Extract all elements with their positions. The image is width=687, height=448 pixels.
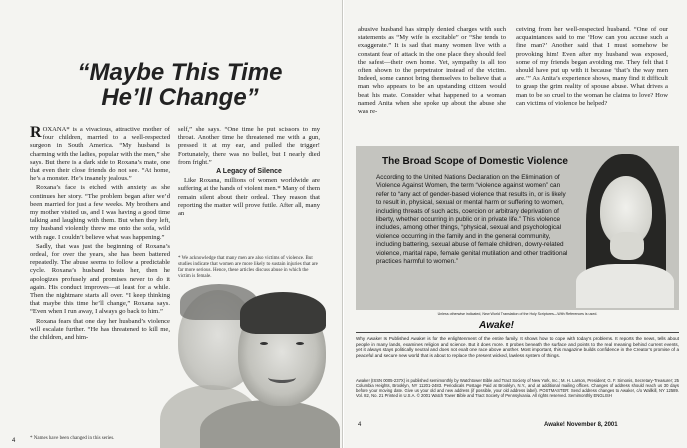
box-title: The Broad Scope of Domestic Violence <box>382 156 568 167</box>
article-column-1 <box>30 126 170 343</box>
left-page <box>0 0 343 448</box>
article-title-line-2: He’ll Change” <box>101 84 259 111</box>
violence-footnote: * We acknowledge that many men are also victims of violence. But studies indicate that women are more likely to sustain injuries that are far more serious. Hence, these articles discuss abuse in which the victim is female. <box>178 256 318 279</box>
left-page-number: 4 <box>12 438 16 444</box>
article-paragraph: Like Roxana, millions of women worldwide are suffering at the hands of violent men.* Many of them remain silent about their ordeal. They reason that reporting the matter will prove futile. After all, many an <box>178 177 320 218</box>
article-column-4 <box>516 26 668 109</box>
awake-logo: Awake! <box>479 320 515 331</box>
article-paragraph: Sadly, that was just the beginning of Roxana’s ordeal, for over the years, she has been battered repeatedly. The abuse seems to follow a predictable cycle. Roxana’s husband beats her, then he apologizes profusely and promises never to do it again. His conduct improves—at least for a while. Then the nightmare starts all over. “I keep thinking that maybe this time he’ll change,” Roxana says. “Even when I run away, I always go back to him.” <box>30 242 170 316</box>
drop-cap: R <box>30 124 42 141</box>
article-title <box>30 60 330 110</box>
article-column-3 <box>358 26 506 117</box>
scripture-note: Unless otherwise indicated, New World Translation of the Holy Scriptures—With References is used. <box>437 312 598 316</box>
article-paragraph: ceiving from her well-respected husband. “One of our acquaintances said to me ‘How can you accuse such a fine man?’ Another said that I must somehow be provoking him! Even after my husband was exposed, some of my friends began avoiding me. They felt that I should have put up with it because ‘that’s the way men are.’” As Anita’s experience shows, many find it difficult to grasp the grim reality of spouse abuse. What drives a man to be so cruel to the woman he claims to love? How can victims of violence be helped? <box>516 26 668 107</box>
article-paragraph: Roxana fears that one day her husband’s violence will escalate further. “He has threatened to kill me, the children, and him- <box>30 317 170 342</box>
box-text: According to the United Nations Declaration on the Elimination of Violence Against Women, the term “violence against women” can refer to “any act of gender-based violence that results in, or is likely to result in, physical, sexual or mental harm or suffering to women, including threats of such acts, coercion or arbitrary deprivation of liberty, whether occurring in public or in private life.” This violence includes, among other things, “physical, sexual and psychological violence occurring in the family and in the general community, including battering, sexual abuse of female children, dowry-related violence, marital rape, female genital mutilation and other traditional practices harmful to women.” <box>376 174 568 266</box>
right-page-number: 4 <box>358 422 362 428</box>
article-title-line-1: “Maybe This Time <box>77 59 283 86</box>
masthead-purpose: Why Awake! Is Published Awake! is for the enlightenment of the entire family. It shows how to cope with today’s problems. It reports the news, tells about people in many lands, examines religion and science. But it does more. It probes beneath the surface and points to the real meaning behind current events, yet it always stays politically neutral and does not exalt one race above another. Most important, this magazine builds confidence in the Creator’s promise of a peaceful and secure new world that is about to replace the present wicked, lawless system of things. <box>356 336 679 358</box>
section-subhead: A Legacy of Silence <box>216 168 282 176</box>
right-page-folio: Awake! November 8, 2001 <box>544 422 618 428</box>
names-footnote: * Names have been changed in this series. <box>30 436 115 441</box>
masthead-rule <box>356 332 679 333</box>
article-paragraph: abusive husband has simply denied charges with such statements as “My wife is excitable” or “She tends to exaggerate.” It is sad that many women live with a constant fear of attack in the one place they should feel the safest—their own home. Yet, sympathy is all too often shown to the perpetrator instead of the victim. Indeed, some cannot bring themselves to believe that a man who appears to be an upstanding citizen would beat his mate. Consider what happened to a woman named Anita when she spoke up about the abuse she was re- <box>358 26 506 116</box>
domestic-violence-box <box>356 146 679 310</box>
article-paragraph: self,” she says. “One time he put scissors to my throat. Another time he threatened me with a gun, pressed it at my ear, and pulled the trigger! Fortunately, there was no bullet, but I nearly died from fright.” <box>178 126 320 166</box>
right-page <box>344 0 687 448</box>
article-paragraph: ROXANA* is a vivacious, attractive mother of four children, married to a well-respected surgeon in South America. “My husband is charming with the ladies, popular with the men,” she says. But there is a dark side to Roxana’s mate, one that even their close friends do not see. “At home, he’s a monster. He’s insanely jealous.” <box>30 124 170 183</box>
article-paragraph: Roxana’s face is etched with anxiety as she continues her story. “The problem began after we’d been married for just a few weeks. My brothers and my mother visited us, and I was having a good time talking and laughing with them. But when they left, my husband violently threw me onto the sofa, wild with rage. I couldn’t believe what was happening.” <box>30 184 170 241</box>
masthead-legal: Awake! (ISSN 0005-237X) is published semimonthly by Watchtower Bible and Tract Society of New York, Inc.; M. H. Larson, President; G. F. Simonis, Secretary-Treasurer; 25 Columbia Heights, Brooklyn, NY 11201-2483. Periodicals Postage Paid at Brooklyn, N.Y., and at additional mailing offices. Changes of address should reach us 30 days before your moving date. Give us your old and new address (if possible, your old address label). POSTMASTER: Send address changes to Awake!, c/o Wallkill, NY 12589. Vol. 82, No. 21 Printed in U.S.A. © 2001 Watch Tower Bible and Tract Society of Pennsylvania. All rights reserved. Semimonthly ENGLISH <box>356 378 679 398</box>
men-photo <box>160 280 340 448</box>
woman-photo <box>576 154 674 308</box>
article-column-2 <box>178 126 320 219</box>
